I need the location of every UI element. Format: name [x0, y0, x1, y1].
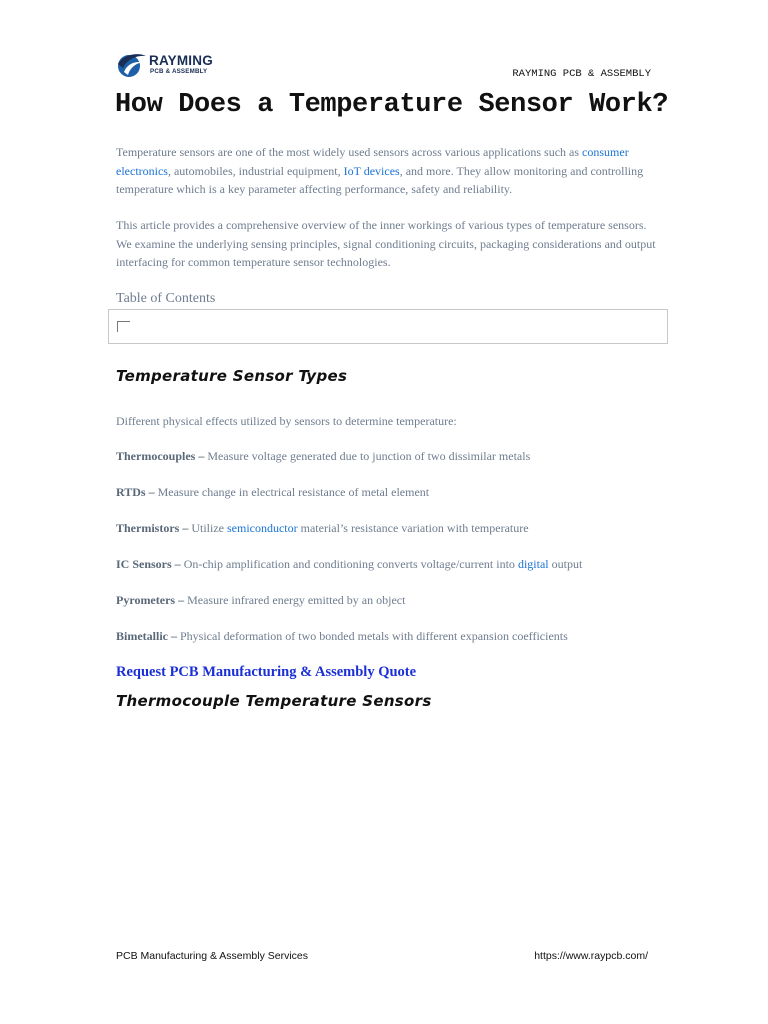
list-item-thermocouples: Thermocouples – Measure voltage generated due to junction of two dissimilar metals: [116, 449, 531, 463]
list-item-ic-sensors: IC Sensors – On-chip amplification and conditioning converts voltage/current into digital output: [116, 557, 583, 571]
rayming-swoosh-icon: [115, 50, 147, 80]
toc-toggle-icon[interactable]: [117, 321, 130, 332]
request-quote-link[interactable]: Request PCB Manufacturing & Assembly Quote: [116, 664, 417, 680]
digital-link[interactable]: digital: [517, 557, 549, 571]
intro-paragraph: Temperature sensors are one of the most widely used sensors across various applications such as consumer electronics, automobiles, industrial equipment, IoT devices, and more. They allow monitoring and controlling temperature which is a key parameter affecting performance, safety and reliability.: [116, 145, 644, 196]
logo-name: RAYMING: [149, 53, 213, 68]
iot-devices-link[interactable]: IoT devices: [343, 163, 400, 178]
section-heading-sensor-types: Temperature Sensor Types: [116, 367, 348, 385]
consumer-electronics-link[interactable]: consumer electronics: [116, 145, 629, 178]
list-item-thermistors: Thermistors – Utilize semiconductor material’s resistance variation with temperature: [116, 521, 529, 535]
section-heading-thermocouple: Thermocouple Temperature Sensors: [116, 692, 432, 710]
rayming-logo: [115, 50, 225, 82]
footer-services: PCB Manufacturing & Assembly Services: [116, 950, 308, 962]
header-company-name: RAYMING PCB & ASSEMBLY: [512, 68, 651, 80]
list-item-pyrometers: Pyrometers – Measure infrared energy emitted by an object: [116, 593, 406, 607]
page-title: How Does a Temperature Sensor Work?: [115, 90, 669, 120]
table-of-contents: [108, 309, 668, 344]
types-intro: Different physical effects utilized by sensors to determine temperature:: [116, 414, 457, 428]
list-item-bimetallic: Bimetallic – Physical deformation of two bonded metals with different expansion coefficients: [116, 629, 568, 643]
logo-subtitle: PCB & ASSEMBLY: [150, 68, 208, 75]
overview-paragraph: This article provides a comprehensive overview of the inner workings of various types of temperature sensors. We examine the underlying sensing principles, signal conditioning circuits, packaging considerations and output interfacing for common temperature sensor technologies.: [116, 218, 656, 269]
footer-url-link[interactable]: https://www.raypcb.com/: [534, 950, 648, 962]
toc-label: Table of Contents: [116, 291, 216, 306]
semiconductor-link[interactable]: semiconductor: [226, 521, 298, 535]
list-item-rtds: RTDs – Measure change in electrical resistance of metal element: [116, 485, 430, 499]
